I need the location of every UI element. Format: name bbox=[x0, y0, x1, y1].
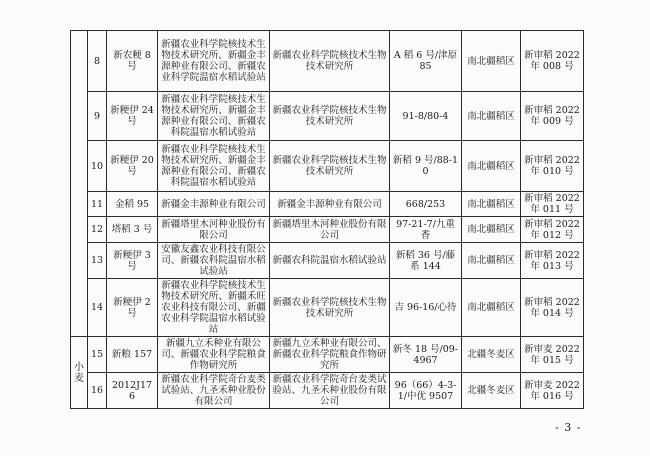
row-number: 11 bbox=[88, 192, 107, 217]
applicant: 新疆农业科学院核技术生物技术研究所、新疆禾旺农业科技有限公司、新疆农业科学院温宿水稻试验站 bbox=[158, 279, 270, 337]
breeder: 新疆农业科学院核技术生物技术研究所 bbox=[270, 141, 390, 192]
row-number: 10 bbox=[88, 141, 107, 192]
variety-source: 96（66）4-3-1/中优 9507 bbox=[390, 373, 462, 409]
variety-source: 吉 96-16/心待 bbox=[390, 279, 462, 337]
registration-number: 新审稻 2022 年 012 号 bbox=[521, 217, 584, 243]
table-row bbox=[71, 243, 584, 279]
variety-source: 91-8/80-4 bbox=[390, 92, 462, 141]
applicant: 安徽友鑫农业科技有限公司、新疆农科院温宿水稻试验站 bbox=[158, 243, 270, 279]
registration-number: 新审稻 2022 年 011 号 bbox=[521, 192, 584, 217]
applicant: 新疆塔里木河种业股份有限公司 bbox=[158, 217, 270, 243]
applicant: 新疆农业科学院核技术生物技术研究所、新疆金丰源种业有限公司、新疆农科院温宿水稻试验站 bbox=[158, 141, 270, 192]
variety-source: 668/253 bbox=[390, 192, 462, 217]
row-number: 9 bbox=[88, 92, 107, 141]
row-number: 14 bbox=[88, 279, 107, 337]
variety-name: 新粮 157 bbox=[107, 337, 158, 373]
applicant: 新疆农业科学院核技术生物技术研究所、新疆金丰源种业有限公司、新疆农业科学院温宿水稻试验站 bbox=[158, 31, 270, 92]
variety-source: 新稻 9 号/88-10 bbox=[390, 141, 462, 192]
category-cell-rice bbox=[71, 31, 88, 337]
variety-name: 金稻 95 bbox=[107, 192, 158, 217]
table-row bbox=[71, 373, 584, 409]
suitable-region: 北疆冬麦区 bbox=[462, 337, 521, 373]
variety-source: A 稻 6 号/津原 85 bbox=[390, 31, 462, 92]
table-row bbox=[71, 217, 584, 243]
variety-name: 新粳伊 3 号 bbox=[107, 243, 158, 279]
table-row bbox=[71, 31, 584, 92]
breeder: 新疆农业科学院核技术生物技术研究所 bbox=[270, 31, 390, 92]
breeder: 新疆农业科学院核技术生物技术研究所 bbox=[270, 92, 390, 141]
registration-number: 新审稻 2022 年 013 号 bbox=[521, 243, 584, 279]
table-row bbox=[71, 192, 584, 217]
registration-number: 新审稻 2022 年 010 号 bbox=[521, 141, 584, 192]
row-number: 13 bbox=[88, 243, 107, 279]
registration-number: 新审麦 2022 年 015 号 bbox=[521, 337, 584, 373]
suitable-region: 南北疆稻区 bbox=[462, 141, 521, 192]
variety-registration-table bbox=[70, 30, 584, 409]
breeder: 新疆金丰源种业有限公司 bbox=[270, 192, 390, 217]
variety-source: 新冬 18 号/09-4967 bbox=[390, 337, 462, 373]
variety-name: 新粳伊 20 号 bbox=[107, 141, 158, 192]
variety-name: 新粳伊 24 号 bbox=[107, 92, 158, 141]
breeder: 新疆农科院温宿水稻试验站 bbox=[270, 243, 390, 279]
variety-source: 97-21-7/九重香 bbox=[390, 217, 462, 243]
registration-number: 新审稻 2022 年 008 号 bbox=[521, 31, 584, 92]
variety-name: 塔稻 3 号 bbox=[107, 217, 158, 243]
row-number: 16 bbox=[88, 373, 107, 409]
table-row bbox=[71, 337, 584, 373]
row-number: 8 bbox=[88, 31, 107, 92]
applicant: 新疆农业科学院奇台麦类试验站、九圣禾种业股份有限公司 bbox=[158, 373, 270, 409]
variety-name: 2012J176 bbox=[107, 373, 158, 409]
table-row bbox=[71, 279, 584, 337]
row-number: 15 bbox=[88, 337, 107, 373]
registration-number: 新审稻 2022 年 009 号 bbox=[521, 92, 584, 141]
table-row bbox=[71, 141, 584, 192]
suitable-region: 南北疆稻区 bbox=[462, 217, 521, 243]
variety-source: 新稻 36 号/藤系 144 bbox=[390, 243, 462, 279]
table-row bbox=[71, 92, 584, 141]
page-number: - 3 - bbox=[555, 421, 582, 434]
suitable-region: 南北疆稻区 bbox=[462, 243, 521, 279]
breeder: 新疆九立禾种业有限公司、新疆农业科学院粮食作物研究所 bbox=[270, 337, 390, 373]
suitable-region: 北疆冬麦区 bbox=[462, 373, 521, 409]
breeder: 新疆塔里木河种业股份有限公司 bbox=[270, 217, 390, 243]
breeder: 新疆农业科学院奇台麦类试验站、九圣禾种业股份有限公司 bbox=[270, 373, 390, 409]
breeder: 新疆农业科学院核技术生物技术研究所 bbox=[270, 279, 390, 337]
suitable-region: 南北疆稻区 bbox=[462, 192, 521, 217]
applicant: 新疆农业科学院核技术生物技术研究所、新疆金丰源种业有限公司、新疆农科院温宿水稻试验站 bbox=[158, 92, 270, 141]
suitable-region: 南北疆稻区 bbox=[462, 31, 521, 92]
applicant: 新疆金丰源种业有限公司 bbox=[158, 192, 270, 217]
variety-name: 新粳伊 2 号 bbox=[107, 279, 158, 337]
applicant: 新疆九立禾种业有限公司、新疆农业科学院粮食作物研究所 bbox=[158, 337, 270, 373]
variety-name: 新农粳 8 号 bbox=[107, 31, 158, 92]
registration-number: 新审麦 2022 年 016 号 bbox=[521, 373, 584, 409]
category-cell-wheat: 小麦 bbox=[71, 337, 88, 409]
suitable-region: 南北疆稻区 bbox=[462, 92, 521, 141]
suitable-region: 南北疆稻区 bbox=[462, 279, 521, 337]
row-number: 12 bbox=[88, 217, 107, 243]
registration-number: 新审稻 2022 年 014 号 bbox=[521, 279, 584, 337]
